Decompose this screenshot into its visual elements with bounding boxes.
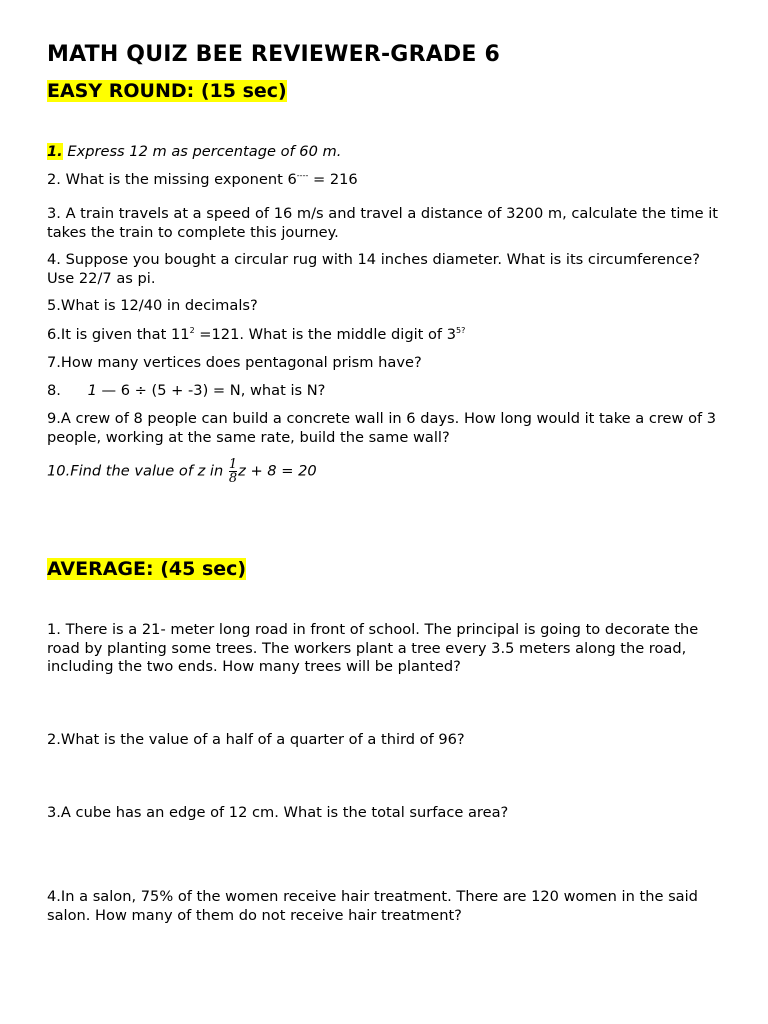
average-question-4: 4.In a salon, 75% of the women receive hair treatment. There are 120 women in the said salon. How many of them do not receive hair treatment? [47, 888, 698, 924]
easy-q1-text: Express 12 m as percentage of 60 m. [67, 143, 342, 160]
fraction-numerator: 1 [228, 457, 238, 472]
easy-q6-exponent-1: 2 [189, 326, 195, 335]
easy-q10-part-a: 10.Find the value of z in [47, 462, 228, 480]
easy-question-3: 3. A train travels at a speed of 16 m/s and travel a distance of 3200 m, calculate the time it takes the train to complete this journey. [47, 205, 718, 241]
easy-q6-part-a: 6.It is given that 11 [47, 326, 190, 343]
average-question-2: 2.What is the value of a half of a quarter of a third of 96? [47, 731, 465, 748]
easy-question-5: 5.What is 12/40 in decimals? [47, 297, 258, 314]
easy-question-10 [47, 458, 317, 485]
easy-q6-exponent-2: 5? [455, 326, 466, 335]
easy-q8-rest: — 6 ÷ (5 + -3) = N, what is N? [96, 382, 326, 399]
average-question-1: 1. There is a 21- meter long road in front of school. The principal is going to decorate the road by planting some trees. The workers plant a tree every 3.5 meters along the road, including the two ends. How many trees will be planted? [47, 621, 699, 675]
easy-question-9: 9.A crew of 8 people can build a concrete wall in 6 days. How long would it take a crew of 3 people, working at the same rate, build the same wall? [47, 410, 717, 446]
easy-q2-exponent-blank: ---- [296, 171, 309, 180]
easy-q6-part-b: =121. What is the middle digit of 3 [194, 326, 456, 343]
fraction-denominator: 8 [228, 471, 238, 486]
easy-question-1 [47, 143, 341, 162]
easy-question-6 [47, 326, 465, 345]
easy-round-heading-text: EASY ROUND: (15 sec) [47, 80, 287, 102]
easy-q8-number: 8. [47, 382, 61, 399]
easy-q2-text: 2. What is the missing exponent 6 [47, 171, 297, 188]
easy-q8-one: 1 [87, 382, 97, 399]
easy-q2-rest: = 216 [308, 171, 358, 188]
easy-round-heading [47, 80, 287, 102]
easy-q1-number: 1. [47, 143, 63, 160]
easy-question-7: 7.How many vertices does pentagonal prism have? [47, 354, 422, 371]
average-round-heading [47, 558, 246, 580]
easy-question-4: 4. Suppose you bought a circular rug with 14 inches diameter. What is its circumference? Use 22/7 as pi. [47, 251, 700, 287]
page-title: MATH QUIZ BEE REVIEWER-GRADE 6 [47, 42, 500, 67]
easy-question-8 [47, 382, 325, 401]
easy-question-2 [47, 171, 358, 190]
fraction-one-eighth [229, 458, 237, 485]
easy-q10-part-b: z + 8 = 20 [238, 462, 317, 480]
average-question-3: 3.A cube has an edge of 12 cm. What is the total surface area? [47, 804, 509, 821]
average-round-heading-text: AVERAGE: (45 sec) [47, 558, 247, 580]
